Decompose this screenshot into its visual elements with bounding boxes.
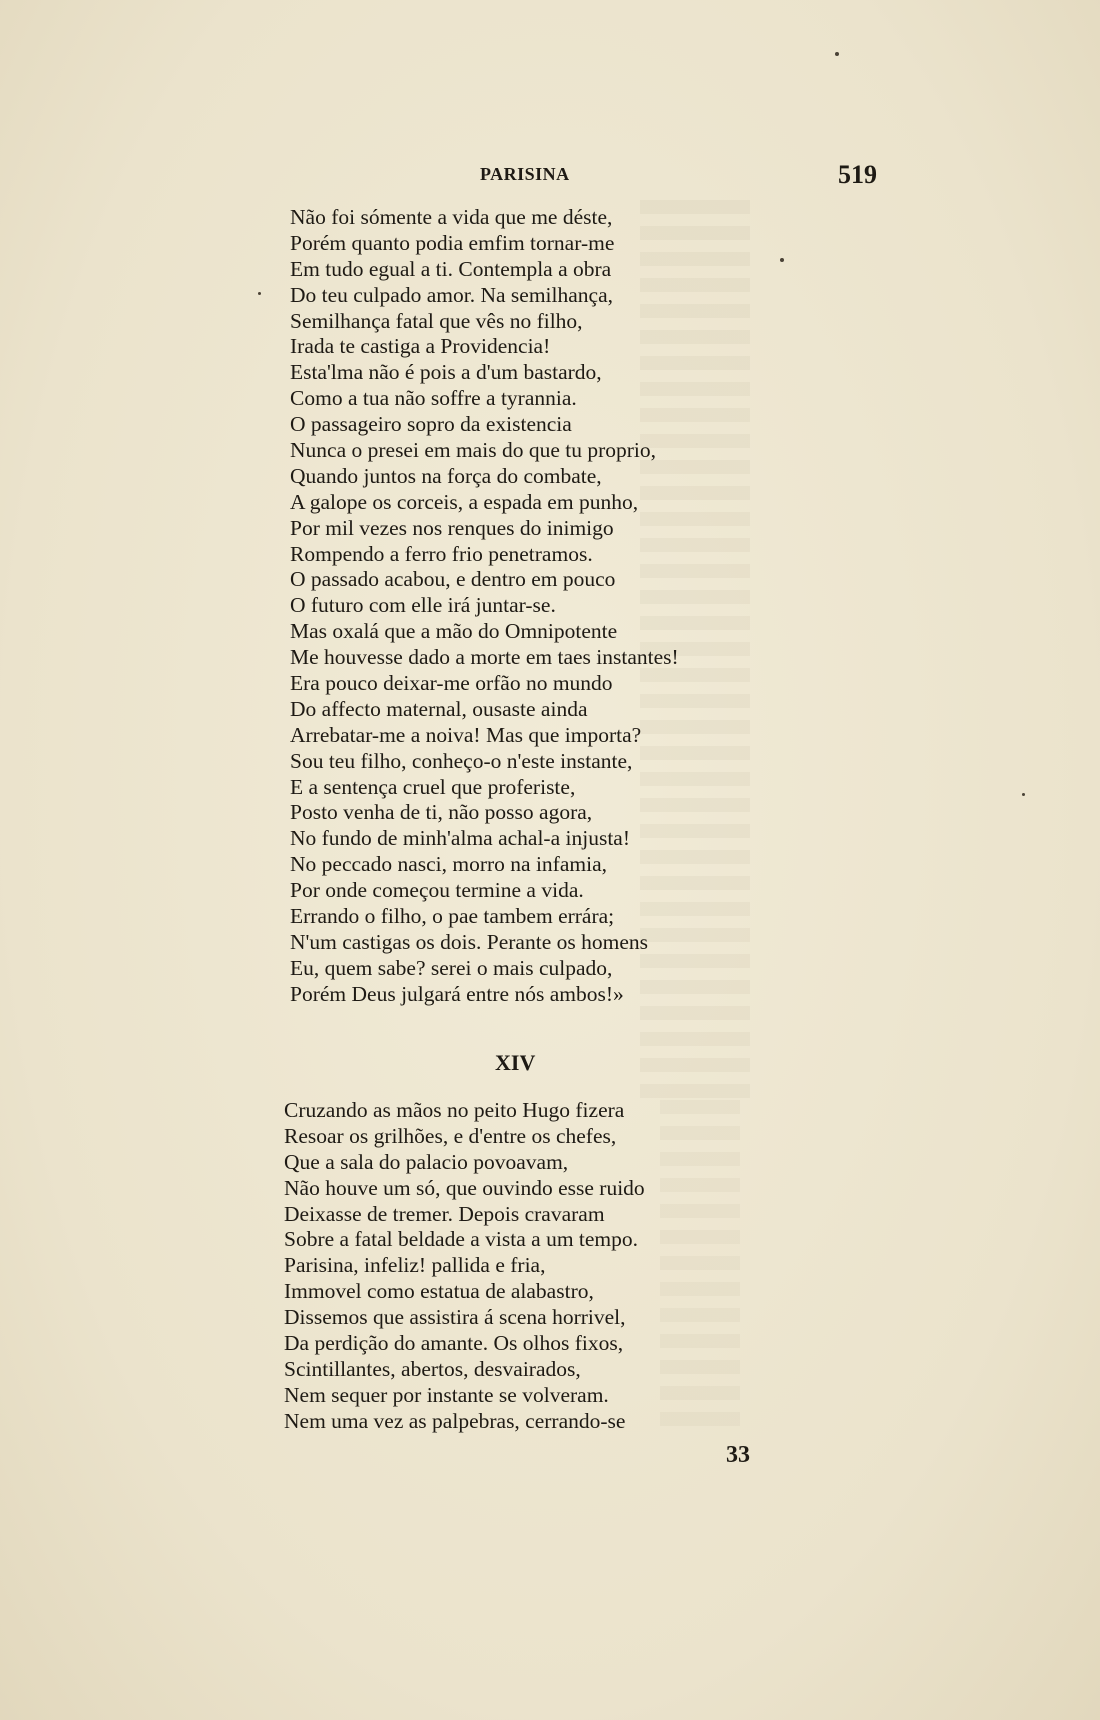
verse-line: Que a sala do palacio povoavam, bbox=[284, 1149, 569, 1174]
verse-line: Quando juntos na força do combate, bbox=[290, 463, 602, 488]
verse-line: Da perdição do amante. Os olhos fixos, bbox=[284, 1331, 624, 1356]
verse-line: Arrebatar-me a noiva! Mas que importa? bbox=[290, 722, 642, 747]
show-through-texture-lower bbox=[660, 1100, 740, 1430]
verse-line: Mas oxalá que a mão do Omnipotente bbox=[290, 619, 618, 644]
section-heading: XIV bbox=[495, 1050, 536, 1075]
poem-stanza-1 bbox=[290, 205, 679, 1008]
running-title: PARISINA bbox=[480, 164, 570, 184]
verse-line: O passado acabou, e dentro em pouco bbox=[290, 567, 616, 592]
verse-line: Nem sequer por instante se volveram. bbox=[284, 1382, 609, 1407]
page-number: 519 bbox=[838, 160, 877, 189]
verse-line: Nunca o presei em mais do que tu proprio, bbox=[290, 438, 657, 463]
verse-line: O futuro com elle irá juntar-se. bbox=[290, 593, 556, 618]
verse-line: Me houvesse dado a morte em taes instantes! bbox=[290, 645, 679, 670]
verse-line: Porém Deus julgará entre nós ambos!» bbox=[290, 981, 624, 1006]
verse-line: Rompendo a ferro frio penetramos. bbox=[290, 541, 593, 566]
signature-mark: 33 bbox=[726, 1442, 750, 1468]
paper-speck bbox=[258, 292, 261, 295]
verse-line: Parisina, infeliz! pallida e fria, bbox=[284, 1253, 546, 1278]
verse-line: Esta'lma não é pois a d'um bastardo, bbox=[290, 360, 602, 385]
verse-line: Nem uma vez as palpebras, cerrando-se bbox=[284, 1408, 626, 1433]
verse-line: Immovel como estatua de alabastro, bbox=[284, 1279, 594, 1304]
verse-line: E a sentença cruel que proferiste, bbox=[290, 774, 576, 799]
verse-line: Cruzando as mãos no peito Hugo fizera bbox=[284, 1098, 625, 1122]
verse-line: O passageiro sopro da existencia bbox=[290, 412, 572, 437]
verse-line: Sobre a fatal beldade a vista a um tempo. bbox=[284, 1227, 639, 1252]
verse-line: Em tudo egual a ti. Contempla a obra bbox=[290, 256, 612, 281]
verse-line: Semilhança fatal que vês no filho, bbox=[290, 308, 583, 333]
verse-line: Scintillantes, abertos, desvairados, bbox=[284, 1356, 581, 1381]
verse-line: No fundo de minh'alma achal-a injusta! bbox=[290, 826, 631, 851]
verse-line: Por mil vezes nos renques do inimigo bbox=[290, 515, 614, 540]
verse-line: Resoar os grilhões, e d'entre os chefes, bbox=[284, 1123, 617, 1148]
page-header bbox=[0, 160, 1100, 190]
verse-line: Como a tua não soffre a tyrannia. bbox=[290, 386, 577, 411]
verse-line: Era pouco deixar-me orfão no mundo bbox=[290, 671, 613, 696]
verse-line: Porém quanto podia emfim tornar-me bbox=[290, 230, 615, 255]
paper-speck bbox=[780, 258, 784, 262]
verse-line: Deixasse de tremer. Depois cravaram bbox=[284, 1201, 605, 1226]
verse-line: Do affecto maternal, ousaste ainda bbox=[290, 696, 588, 721]
verse-line: Não houve um só, que ouvindo esse ruido bbox=[284, 1175, 645, 1200]
verse-line: A galope os corceis, a espada em punho, bbox=[290, 489, 639, 514]
verse-line: Eu, quem sabe? serei o mais culpado, bbox=[290, 955, 613, 980]
verse-line: Irada te castiga a Providencia! bbox=[290, 334, 551, 359]
verse-line: Por onde começou termine a vida. bbox=[290, 878, 584, 903]
paper-speck bbox=[1022, 793, 1025, 796]
paper-speck bbox=[835, 52, 839, 56]
verse-line: Sou teu filho, conheço-o n'este instante, bbox=[290, 748, 633, 773]
verse-line: N'um castigas os dois. Perante os homens bbox=[290, 929, 648, 954]
verse-line: Dissemos que assistira á scena horrivel, bbox=[284, 1305, 626, 1330]
verse-line: Do teu culpado amor. Na semilhança, bbox=[290, 282, 613, 307]
verse-line: Posto venha de ti, não posso agora, bbox=[290, 800, 593, 825]
verse-line: Errando o filho, o pae tambem errára; bbox=[290, 904, 615, 929]
poem-stanza-2 bbox=[284, 1098, 645, 1435]
verse-line: Não foi sómente a vida que me déste, bbox=[290, 205, 613, 229]
verse-line: No peccado nasci, morro na infamia, bbox=[290, 852, 607, 877]
